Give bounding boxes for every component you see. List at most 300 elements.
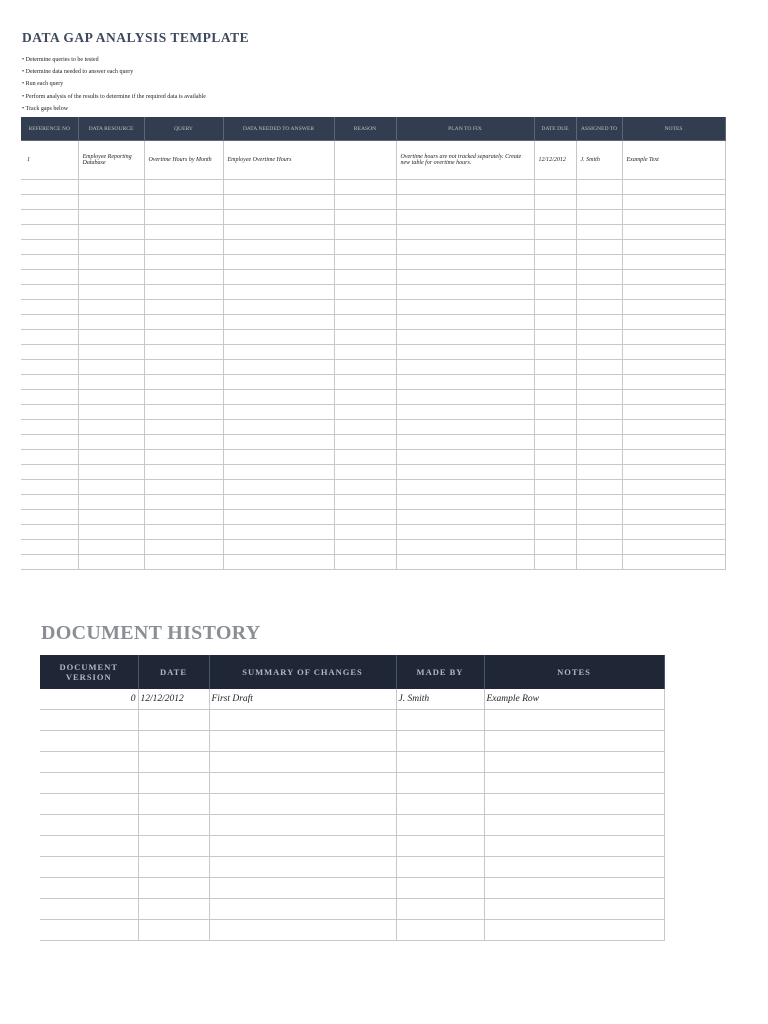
table-cell[interactable] [576,555,622,570]
table-cell[interactable] [138,731,209,752]
table-cell[interactable] [534,375,576,390]
table-cell[interactable] [138,752,209,773]
table-cell[interactable] [138,836,209,857]
table-cell[interactable] [334,375,396,390]
table-cell[interactable] [209,878,396,899]
table-cell[interactable] [622,270,725,285]
table-cell[interactable] [622,510,725,525]
table-cell[interactable] [223,270,334,285]
table-cell[interactable] [534,285,576,300]
table-cell[interactable] [21,525,78,540]
table-cell[interactable] [223,300,334,315]
table-cell[interactable] [576,240,622,255]
table-cell[interactable] [21,180,78,195]
table-cell[interactable] [396,495,534,510]
table-cell[interactable] [484,857,664,878]
table-cell[interactable] [144,240,223,255]
table-cell[interactable] [334,420,396,435]
table-cell[interactable] [223,225,334,240]
table-cell[interactable] [78,375,144,390]
table-cell[interactable] [576,285,622,300]
table-cell[interactable] [78,465,144,480]
table-cell[interactable] [622,390,725,405]
table-cell[interactable] [21,510,78,525]
table-cell[interactable] [78,405,144,420]
table-cell[interactable] [78,330,144,345]
table-cell[interactable] [396,360,534,375]
table-cell[interactable] [622,540,725,555]
table-cell[interactable] [144,345,223,360]
table-cell[interactable] [21,390,78,405]
table-cell[interactable] [334,141,396,180]
table-cell[interactable] [396,315,534,330]
table-cell[interactable] [396,920,484,941]
table-cell[interactable] [40,815,138,836]
table-cell[interactable] [78,255,144,270]
table-cell[interactable] [534,450,576,465]
table-cell[interactable] [622,300,725,315]
table-cell[interactable] [534,480,576,495]
table-cell[interactable] [78,240,144,255]
table-cell[interactable] [576,435,622,450]
table-cell[interactable] [484,731,664,752]
table-cell[interactable] [396,465,534,480]
table-cell[interactable] [534,465,576,480]
table-cell[interactable] [40,794,138,815]
table-cell[interactable] [209,815,396,836]
table-cell[interactable] [534,540,576,555]
table-cell[interactable] [223,345,334,360]
table-cell[interactable] [576,180,622,195]
table-cell[interactable] [622,420,725,435]
table-cell[interactable] [78,510,144,525]
table-cell[interactable] [144,510,223,525]
table-cell[interactable] [334,180,396,195]
table-cell[interactable] [334,480,396,495]
table-cell[interactable] [576,330,622,345]
table-cell[interactable] [138,815,209,836]
table-cell[interactable] [78,360,144,375]
table-cell[interactable] [334,450,396,465]
table-cell[interactable] [209,794,396,815]
table-cell[interactable] [622,495,725,510]
table-cell[interactable] [40,857,138,878]
table-cell[interactable] [622,375,725,390]
table-cell[interactable] [622,435,725,450]
table-cell[interactable] [334,255,396,270]
table-cell[interactable] [576,225,622,240]
table-cell[interactable]: 12/12/2012 [138,689,209,710]
table-cell[interactable] [396,375,534,390]
table-cell[interactable] [138,899,209,920]
table-cell[interactable] [334,510,396,525]
table-cell[interactable] [223,285,334,300]
table-cell[interactable] [534,360,576,375]
table-cell[interactable] [144,525,223,540]
table-cell[interactable] [78,210,144,225]
table-cell[interactable] [21,255,78,270]
table-cell[interactable] [78,195,144,210]
table-cell[interactable] [78,225,144,240]
table-cell[interactable] [209,920,396,941]
table-cell[interactable] [40,899,138,920]
table-cell[interactable] [223,195,334,210]
table-cell[interactable] [78,345,144,360]
table-cell[interactable] [334,540,396,555]
table-cell[interactable] [209,836,396,857]
table-cell[interactable] [223,180,334,195]
table-cell[interactable] [484,710,664,731]
table-cell[interactable] [622,255,725,270]
table-cell[interactable] [396,510,534,525]
table-cell[interactable] [144,330,223,345]
table-cell[interactable] [21,330,78,345]
table-cell[interactable] [209,899,396,920]
table-cell[interactable] [534,210,576,225]
table-cell[interactable] [144,375,223,390]
table-cell[interactable]: 1 [21,141,78,180]
table-cell[interactable] [40,773,138,794]
table-cell[interactable] [40,836,138,857]
table-cell[interactable] [21,225,78,240]
table-cell[interactable] [334,465,396,480]
table-cell[interactable] [144,195,223,210]
table-cell[interactable] [334,435,396,450]
table-cell[interactable] [334,225,396,240]
table-cell[interactable] [484,878,664,899]
table-cell[interactable] [576,255,622,270]
table-cell[interactable] [534,225,576,240]
table-cell[interactable] [396,300,534,315]
table-cell[interactable] [622,210,725,225]
table-cell[interactable] [21,300,78,315]
table-cell[interactable] [396,525,534,540]
table-cell[interactable]: Overtime Hours by Month [144,141,223,180]
table-cell[interactable] [21,360,78,375]
table-cell[interactable] [223,210,334,225]
table-cell[interactable] [396,773,484,794]
table-cell[interactable] [396,836,484,857]
table-cell[interactable] [334,315,396,330]
table-cell[interactable] [622,405,725,420]
table-cell[interactable] [576,300,622,315]
table-cell[interactable] [40,731,138,752]
table-cell[interactable] [223,420,334,435]
table-cell[interactable] [223,510,334,525]
table-cell[interactable] [576,510,622,525]
table-cell[interactable] [144,405,223,420]
table-cell[interactable] [144,255,223,270]
table-cell[interactable] [21,555,78,570]
table-cell[interactable] [209,857,396,878]
table-cell[interactable] [576,345,622,360]
table-cell[interactable] [334,210,396,225]
table-cell[interactable] [223,435,334,450]
table-cell[interactable] [209,710,396,731]
table-cell[interactable] [396,195,534,210]
table-cell[interactable] [144,390,223,405]
table-cell[interactable] [144,540,223,555]
table-cell[interactable] [396,857,484,878]
table-cell[interactable] [144,270,223,285]
table-cell[interactable] [21,375,78,390]
table-cell[interactable] [144,465,223,480]
table-cell[interactable] [576,495,622,510]
table-cell[interactable] [21,405,78,420]
table-cell[interactable] [484,815,664,836]
table-cell[interactable] [396,710,484,731]
table-cell[interactable] [21,315,78,330]
table-cell[interactable] [144,450,223,465]
table-cell[interactable] [334,330,396,345]
table-cell[interactable] [144,360,223,375]
table-cell[interactable] [484,752,664,773]
table-cell[interactable] [576,270,622,285]
table-cell[interactable] [622,195,725,210]
table-cell[interactable] [334,525,396,540]
table-cell[interactable] [396,255,534,270]
table-cell[interactable] [396,731,484,752]
table-cell[interactable] [21,495,78,510]
table-cell[interactable] [622,240,725,255]
table-cell[interactable] [396,815,484,836]
table-cell[interactable] [396,285,534,300]
table-cell[interactable] [78,495,144,510]
table-cell[interactable] [223,255,334,270]
table-cell[interactable] [40,752,138,773]
table-cell[interactable] [223,360,334,375]
table-cell[interactable] [78,450,144,465]
table-cell[interactable] [622,345,725,360]
table-cell[interactable] [484,920,664,941]
table-cell[interactable] [334,345,396,360]
table-cell[interactable] [21,240,78,255]
table-cell[interactable] [534,405,576,420]
table-cell[interactable]: J. Smith [396,689,484,710]
table-cell[interactable] [138,794,209,815]
table-cell[interactable] [396,270,534,285]
table-cell[interactable] [576,480,622,495]
table-cell[interactable] [622,450,725,465]
table-cell[interactable] [576,540,622,555]
table-cell[interactable] [21,345,78,360]
table-cell[interactable]: First Draft [209,689,396,710]
table-cell[interactable] [223,375,334,390]
table-cell[interactable] [622,180,725,195]
table-cell[interactable] [78,315,144,330]
table-cell[interactable] [223,480,334,495]
table-cell[interactable] [484,836,664,857]
table-cell[interactable] [396,420,534,435]
table-cell[interactable] [334,405,396,420]
table-cell[interactable] [78,270,144,285]
table-cell[interactable] [144,435,223,450]
table-cell[interactable] [334,240,396,255]
table-cell[interactable] [334,495,396,510]
table-cell[interactable] [622,525,725,540]
table-cell[interactable] [78,300,144,315]
table-cell[interactable] [78,285,144,300]
table-cell[interactable] [534,495,576,510]
table-cell[interactable] [576,315,622,330]
table-cell[interactable]: 12/12/2012 [534,141,576,180]
table-cell[interactable] [396,240,534,255]
table-cell[interactable] [484,773,664,794]
table-cell[interactable] [396,345,534,360]
table-cell[interactable]: Employee Overtime Hours [223,141,334,180]
table-cell[interactable] [576,360,622,375]
table-cell[interactable] [534,510,576,525]
table-cell[interactable] [78,555,144,570]
table-cell[interactable] [144,495,223,510]
table-cell[interactable] [396,480,534,495]
table-cell[interactable] [534,180,576,195]
table-cell[interactable] [21,210,78,225]
table-cell[interactable] [223,525,334,540]
table-cell[interactable] [576,375,622,390]
table-cell[interactable] [534,330,576,345]
table-cell[interactable] [144,480,223,495]
table-cell[interactable]: Overtime hours are not tracked separately. Create new table for overtime hours. [396,141,534,180]
table-cell[interactable] [223,315,334,330]
table-cell[interactable] [144,285,223,300]
table-cell[interactable] [396,390,534,405]
table-cell[interactable] [334,555,396,570]
table-cell[interactable] [21,285,78,300]
table-cell[interactable] [334,390,396,405]
table-cell[interactable] [534,240,576,255]
table-cell[interactable] [622,225,725,240]
table-cell[interactable] [209,731,396,752]
table-cell[interactable] [21,540,78,555]
table-cell[interactable] [21,270,78,285]
table-cell[interactable] [223,540,334,555]
table-cell[interactable] [396,450,534,465]
table-cell[interactable] [534,300,576,315]
table-cell[interactable] [622,315,725,330]
table-cell[interactable] [396,794,484,815]
table-cell[interactable] [144,225,223,240]
table-cell[interactable] [622,465,725,480]
table-cell[interactable] [534,555,576,570]
table-cell[interactable] [396,180,534,195]
table-cell[interactable] [622,285,725,300]
table-cell[interactable] [138,878,209,899]
table-cell[interactable] [78,540,144,555]
table-cell[interactable] [223,390,334,405]
table-cell[interactable] [78,420,144,435]
table-cell[interactable] [576,390,622,405]
table-cell[interactable] [21,465,78,480]
table-cell[interactable] [534,270,576,285]
table-cell[interactable] [223,405,334,420]
table-cell[interactable] [209,773,396,794]
table-cell[interactable] [534,525,576,540]
table-cell[interactable]: Employee Reporting Database [78,141,144,180]
table-cell[interactable] [223,555,334,570]
table-cell[interactable] [78,390,144,405]
table-cell[interactable] [396,405,534,420]
table-cell[interactable] [138,920,209,941]
table-cell[interactable] [78,435,144,450]
table-cell[interactable] [21,480,78,495]
table-cell[interactable] [223,450,334,465]
table-cell[interactable] [622,330,725,345]
table-cell[interactable] [223,240,334,255]
table-cell[interactable] [138,773,209,794]
table-cell[interactable] [334,270,396,285]
table-cell[interactable] [534,435,576,450]
table-cell[interactable] [484,899,664,920]
table-cell[interactable] [21,435,78,450]
table-cell[interactable] [334,300,396,315]
table-cell[interactable] [138,857,209,878]
table-cell[interactable] [334,195,396,210]
table-cell[interactable] [622,480,725,495]
table-cell[interactable] [576,450,622,465]
table-cell[interactable] [144,180,223,195]
table-cell[interactable] [334,360,396,375]
table-cell[interactable] [576,210,622,225]
table-cell[interactable] [396,330,534,345]
table-cell[interactable] [534,255,576,270]
table-cell[interactable] [223,495,334,510]
table-cell[interactable] [396,540,534,555]
table-cell[interactable] [396,752,484,773]
table-cell[interactable] [396,210,534,225]
table-cell[interactable] [576,195,622,210]
table-cell[interactable] [209,752,396,773]
table-cell[interactable] [144,300,223,315]
table-cell[interactable] [334,285,396,300]
table-cell[interactable] [21,450,78,465]
table-cell[interactable] [40,878,138,899]
table-cell[interactable] [622,360,725,375]
table-cell[interactable]: Example Text [622,141,725,180]
table-cell[interactable] [396,555,534,570]
table-cell[interactable]: 0 [40,689,138,710]
table-cell[interactable] [223,330,334,345]
table-cell[interactable] [576,525,622,540]
table-cell[interactable]: J. Smith [576,141,622,180]
table-cell[interactable] [534,345,576,360]
table-cell[interactable] [78,525,144,540]
table-cell[interactable] [396,899,484,920]
table-cell[interactable] [144,315,223,330]
table-cell[interactable] [622,555,725,570]
table-cell[interactable] [78,180,144,195]
table-cell[interactable] [534,195,576,210]
table-cell[interactable] [223,465,334,480]
table-cell[interactable] [144,210,223,225]
table-cell[interactable] [40,920,138,941]
table-cell[interactable] [396,225,534,240]
table-cell[interactable] [396,435,534,450]
table-cell[interactable]: Example Row [484,689,664,710]
table-cell[interactable] [534,390,576,405]
table-cell[interactable] [144,555,223,570]
table-cell[interactable] [40,710,138,731]
table-cell[interactable] [534,420,576,435]
table-cell[interactable] [576,405,622,420]
table-cell[interactable] [576,465,622,480]
table-cell[interactable] [484,794,664,815]
table-cell[interactable] [576,420,622,435]
table-cell[interactable] [78,480,144,495]
table-cell[interactable] [534,315,576,330]
table-cell[interactable] [144,420,223,435]
table-cell[interactable] [138,710,209,731]
